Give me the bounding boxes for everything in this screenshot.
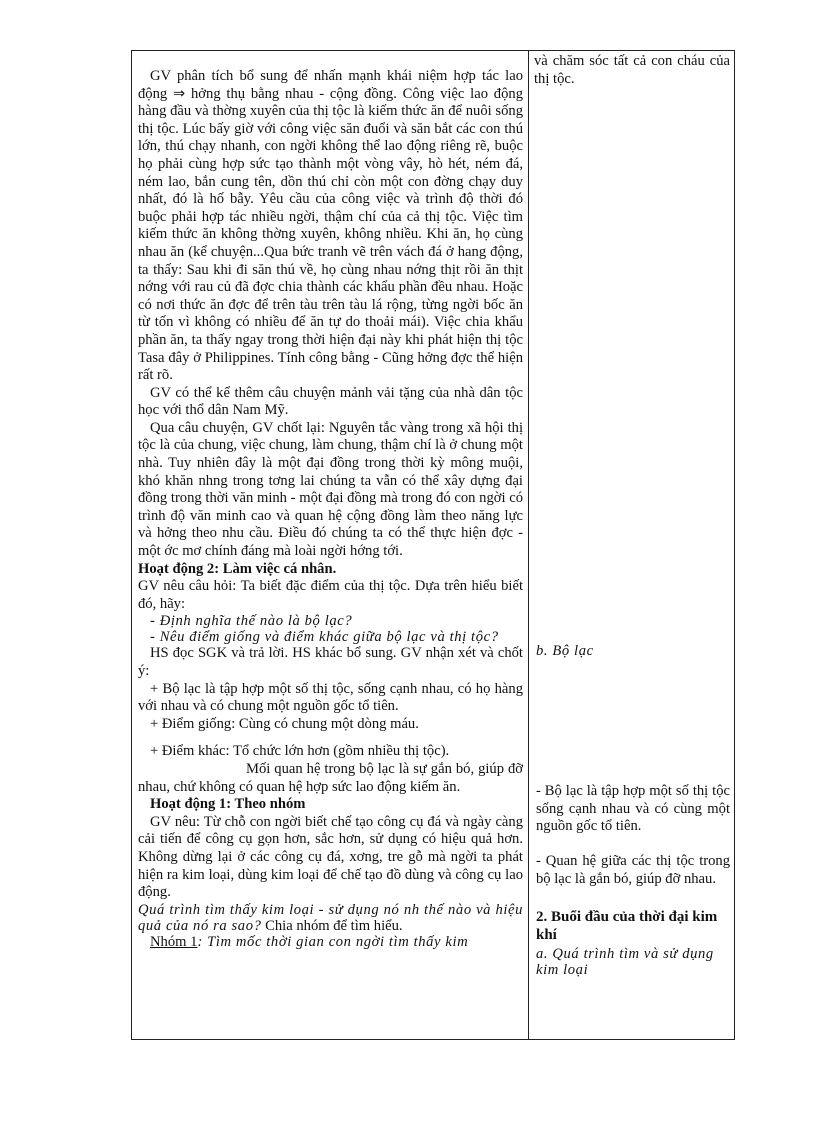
activity-2-question-1: - Định nghĩa thế nào là bộ lạc?: [150, 613, 353, 630]
section-2-heading: 2. Buổi đầu của thời đại kim khí: [536, 909, 718, 943]
section-b-point-2: - Quan hệ giữa các thị tộc trong bộ lạc là gắn bó, giúp đỡ nhau.: [536, 853, 730, 887]
group-1-label: Nhóm 1: [150, 933, 198, 950]
activity-1-question: [138, 902, 523, 934]
activity-2-question: GV nêu câu hỏi: Ta biết đặc điểm của thị tộc. Dựa trên hiểu biết đó, hãy:: [138, 578, 523, 612]
right-column: [534, 53, 730, 978]
paragraph-story: GV có thể kể thêm câu chuyện mảnh vải tặng của nhà dân tộc học với thổ dân Nam Mỹ.: [138, 384, 523, 419]
paragraph-conclusion: Qua câu chuyện, GV chốt lại: Nguyên tắc vàng trong xã hội thị tộc là của chung, việc chung, làm chung, thậm chí là ở chung một nhà. Tuy nhiên đây là một đại đồng trong thời kỳ mông muội, khó khăn nhng trong tơng lai chúng ta vẫn có thể xây dựng đại đồng trong thời văn minh - một đại đồng mà trong đó con ngời có trình độ văn minh cao và quan hệ cộng đồng làm theo năng lực và hởng theo nhu cầu. Điều đó chúng ta có thể thực hiện đợc - một ớc mơ chính đáng mà loài ngời hớng tới.: [138, 419, 523, 560]
activity-1-question-italic: Quá trình tìm thấy kim loại - sử dụng nó nh thế nào và hiệu quả của nó ra sao?: [138, 901, 523, 934]
left-column: [138, 68, 523, 951]
paragraph-analysis: GV phân tích bổ sung để nhấn mạnh khái niệm hợp tác lao động ⇒ hởng thụ bằng nhau - cộng đồng. Công việc lao động hàng đầu và thờng xuyên của thị tộc là kiếm thức ăn để nuôi sống thị tộc. Lúc bấy giờ với công việc săn đuổi và săn bắt các con thú lớn, thú chạy nhanh, con ngời không thể lao động riêng rẽ, buộc họ phải cùng hợp sức tạo thành một vòng vây, hò hét, ném đá, ném lao, bắn cung tên, dồn thú chỉ còn một con đờng chạy duy nhất, đó là hố bẫy. Yêu cầu của công việc và trình độ thời đó buộc phải hợp tác nhiều ngời, thậm chí của cả thị tộc. Việc tìm kiếm thức ăn không thờng xuyên, không nhiều. Khi ăn, họ cùng nhau ăn (kể chuyện...Qua bức tranh vẽ trên vách đá ở hang động, ta thấy: Sau khi đi săn thú về, họ cùng nhau nớng thịt rồi ăn thịt nớng với rau củ đã đợc chia thành các khẩu phần đều nhau. Hoặc có nơi thức ăn đợc để trên tàu trên tàu lá rộng, từng ngời bốc ăn từ tốn vì không có nhiều để ăn tự do thoải mái). Việc chia khẩu phần ăn, ta thấy ngay trong thời hiện đại này khi phát hiện thị tộc Tasa đây ở Philippines. Tính công bằng - Cũng hởng đợc thể hiện rất rõ.: [138, 68, 523, 384]
activity-2-heading: Hoạt động 2: Làm việc cá nhân.: [138, 560, 337, 577]
group-1-text: : Tìm mốc thời gian con ngời tìm thấy kim: [197, 933, 469, 950]
section-b-heading: b. Bộ lạc: [536, 643, 594, 659]
activity-2-answer-1: + Bộ lạc là tập hợp một số thị tộc, sống cạnh nhau, có họ hàng với nhau và có chung một nguồn gốc tổ tiên.: [138, 680, 523, 715]
group-1-task: [138, 934, 523, 952]
section-b-point-1: - Bộ lạc là tập hợp một số thị tộc sống cạnh nhau và có cùng một nguồn gốc tổ tiên.: [536, 783, 730, 835]
activity-2-answer-4: Mối quan hệ trong bộ lạc là sự gắn bó, giúp đỡ nhau, chứ không có quan hệ hợp sức lao động kiếm ăn.: [138, 760, 523, 795]
activity-1-heading: Hoạt động 1: Theo nhóm: [150, 796, 306, 813]
activity-1-paragraph: GV nêu: Từ chỗ con ngời biết chế tạo công cụ đá và ngày càng cải tiến để công cụ gọn hơn, sắc hơn, sử dụng có hiệu quả hơn. Không dừng lại ở các công cụ đá, xơng, tre gỗ mà ngời ta phát hiện ra kim loại, dùng kim loại để chế tạo đồ dùng và công cụ lao động.: [138, 813, 523, 901]
column-divider: [528, 51, 529, 1039]
activity-2-student-response: HS đọc SGK và trả lời. HS khác bổ sung. GV nhận xét và chốt ý:: [138, 645, 523, 679]
activity-1-question-plain: Chia nhóm để tìm hiểu.: [261, 917, 403, 934]
right-top-text: và chăm sóc tất cả con cháu của thị tộc.: [534, 53, 730, 87]
section-2a-heading: a. Quá trình tìm và sử dụng kim loại: [536, 946, 714, 978]
activity-2-question-2: - Nêu điểm giống và điểm khác giữa bộ lạc và thị tộc?: [150, 629, 499, 646]
activity-2-answer-3: + Điểm khác: Tổ chức lớn hơn (gồm nhiều thị tộc).: [150, 743, 450, 760]
lesson-table: [131, 50, 735, 1040]
activity-2-answer-2: + Điểm giống: Cùng có chung một dòng máu.: [150, 715, 419, 732]
